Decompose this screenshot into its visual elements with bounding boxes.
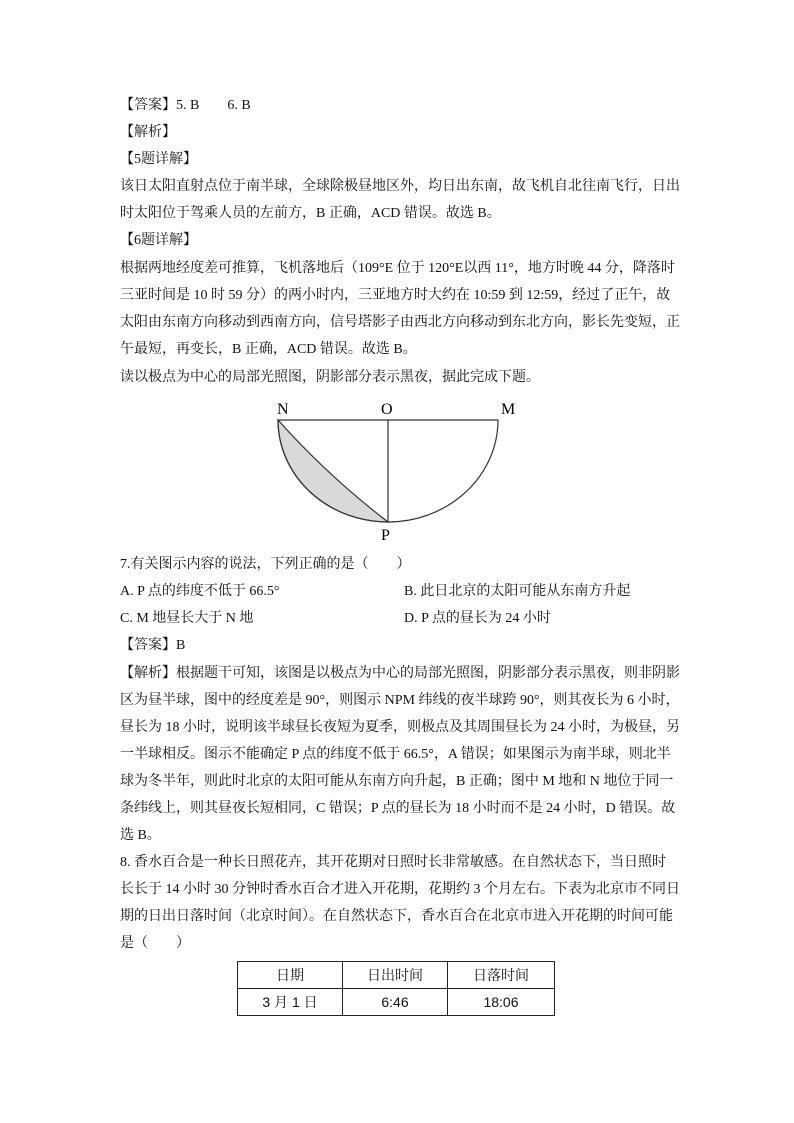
table-row xyxy=(238,989,555,1016)
answer-5-6: 【答案】5. B 6. B xyxy=(120,98,251,113)
q5-line: 时太阳位于驾乘人员的左前方，B 正确，ACD 错误。故选 B。 xyxy=(120,206,501,221)
q5-title: 【5题详解】 xyxy=(120,152,197,167)
table-cell: 3 月 1 日 xyxy=(238,989,343,1016)
q8-line: 是（ ） xyxy=(120,936,190,951)
label-n: N xyxy=(277,401,289,418)
q8-line: 长长于 14 小时 30 分钟时香水百合才进入开花期，花期约 3 个月左右。下表为北京市不同日 xyxy=(120,882,680,897)
q7-analysis-line: 球为冬半年，则此时北京的太阳可能从东南方向升起，B 正确；图中 M 地和 N 地位于同一 xyxy=(120,774,674,789)
table-header-cell: 日期 xyxy=(238,962,343,989)
q7-option-a: A. P 点的纬度不低于 66.5° xyxy=(120,584,280,599)
q6-line: 太阳由东南方向移动到西南方向，信号塔影子由西北方向移动到东北方向，影长先变短，正 xyxy=(120,315,680,330)
table-header-row xyxy=(238,962,555,989)
q7-option-b: B. 此日北京的太阳可能从东南方升起 xyxy=(404,584,631,599)
q8-line: 期的日出日落时间（北京时间）。在自然状态下，香水百合在北京市进入开花期的时间可能 xyxy=(120,909,673,924)
q7-answer: 【答案】B xyxy=(120,638,186,653)
table-cell: 18:06 xyxy=(448,989,555,1016)
table-cell: 6:46 xyxy=(343,989,448,1016)
label-m: M xyxy=(501,401,516,418)
q7-analysis-line: 一半球相反。图示不能确定 P 点的纬度不低于 66.5°，A 错误；如果图示为南半球，则北半 xyxy=(120,747,671,762)
q7-option-c: C. M 地昼长大于 N 地 xyxy=(120,611,254,626)
q8-line: 8. 香水百合是一种长日照花卉，其开花期对日照时长非常敏感。在自然状态下，当日照时 xyxy=(120,855,666,870)
illumination-diagram xyxy=(268,396,528,544)
night-shade xyxy=(278,420,388,522)
diagram-intro: 读以极点为中心的局部光照图，阴影部分表示黑夜，据此完成下题。 xyxy=(120,370,540,385)
table-header-cell: 日出时间 xyxy=(343,962,448,989)
analysis-label: 【解析】 xyxy=(120,125,176,140)
q6-line: 午最短，再变长，B 正确，ACD 错误。故选 B。 xyxy=(120,342,417,357)
q7-option-d: D. P 点的昼长为 24 小时 xyxy=(404,611,551,626)
sunrise-sunset-table xyxy=(237,961,555,1016)
label-p: P xyxy=(381,527,390,544)
q7-analysis-line: 【解析】根据题干可知，该图是以极点为中心的局部光照图，阴影部分表示黑夜，则非阴影 xyxy=(120,666,680,681)
table-header-cell: 日落时间 xyxy=(448,962,555,989)
q6-line: 根据两地经度差可推算，飞机落地后（109°E 位于 120°E以西 11°，地方时晚 44 分，降落时 xyxy=(120,261,675,276)
q6-line: 三亚时间是 10 时 59 分）的两小时内，三亚地方时大约在 10:59 到 12:59，经过了正午，故 xyxy=(120,288,671,303)
q5-line: 该日太阳直射点位于南半球，全球除极昼地区外，均日出东南，故飞机自北往南飞行，日出 xyxy=(120,179,680,194)
label-o: O xyxy=(381,401,393,418)
q7-analysis-line: 条纬线上，则其昼夜长短相同，C 错误；P 点的昼长为 18 小时而不是 24 小时，D 错误。故 xyxy=(120,801,676,816)
q6-title: 【6题详解】 xyxy=(120,233,197,248)
q7-stem: 7.有关图示内容的说法，下列正确的是（ ） xyxy=(120,557,411,572)
q7-analysis-line: 区为昼半球，图中的经度差是 90°，则图示 NPM 纬线的夜半球跨 90°，则其夜长为 6 小时， xyxy=(120,693,680,708)
q7-analysis-line: 选 B。 xyxy=(120,828,161,843)
q7-analysis-line: 昼长为 18 小时，说明该半球昼长夜短为夏季，则极点及其周围昼长为 24 小时，为极昼，另 xyxy=(120,720,680,735)
